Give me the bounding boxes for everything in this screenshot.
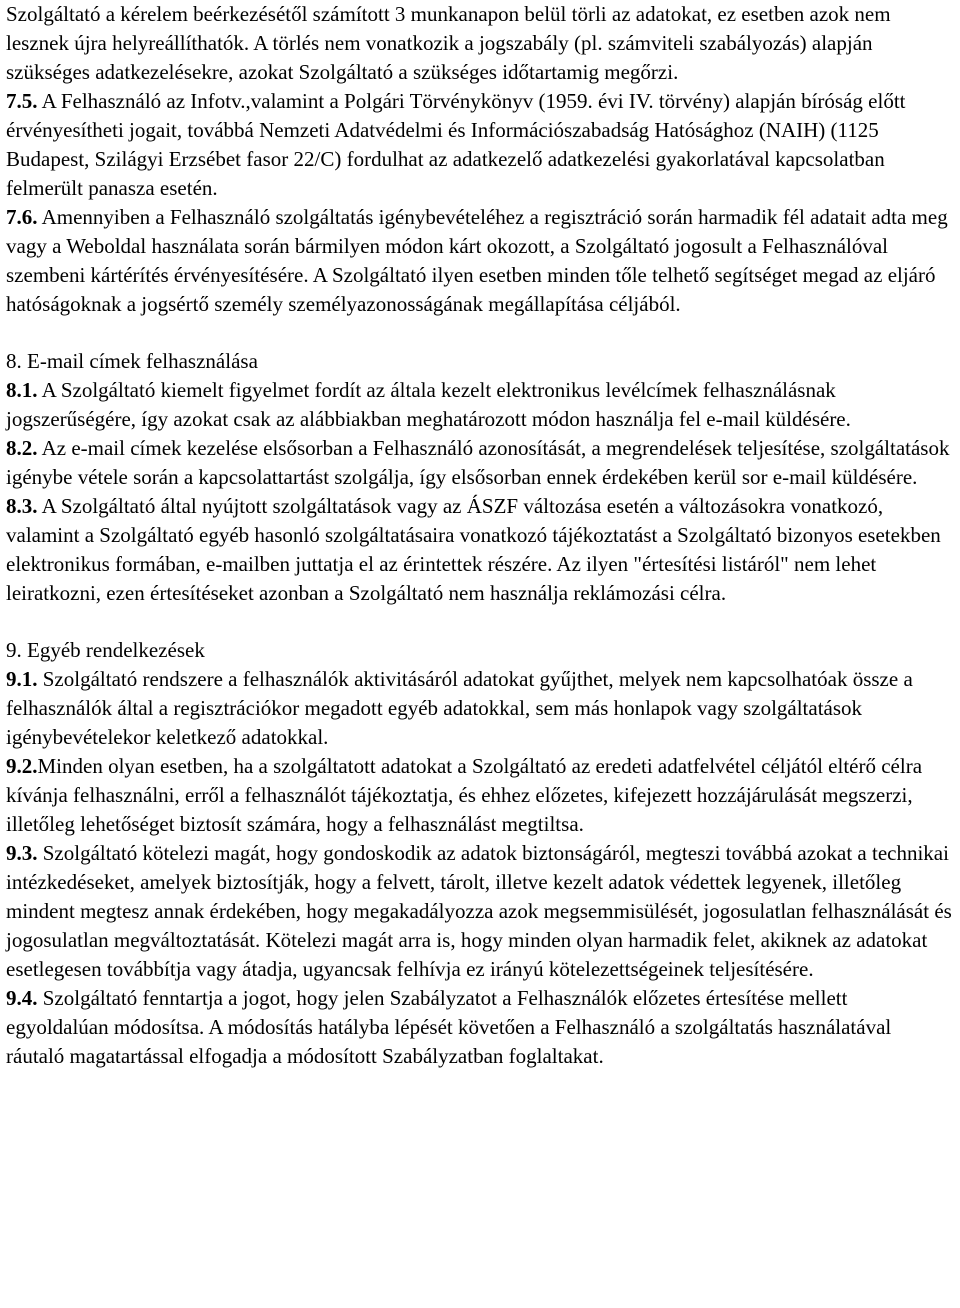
section-number: 7.6. [6,205,38,229]
section-number: 8.1. [6,378,38,402]
intro-paragraph: Szolgáltató a kérelem beérkezésétől számított 3 munkanapon belül törli az adatokat, ez esetben azok nem lesznek újra helyreállíthatók. A törlés nem vonatkozik a jogszabály (pl. számviteli szabályozás) alapján szükséges adatkezelésekre, azokat Szolgáltató a szükséges időtartamig megőrzi. [6,2,891,84]
section-number: 9.1. [6,667,38,691]
section-text: Minden olyan esetben, ha a szolgáltatott adatokat a Szolgáltató az eredeti adatfelvétel céljától eltérő célra kívánja felhasználni, erről a felhasználót tájékoztatja, és ehhez előzetes, kifejezett hozzájárulását megszerzi, illetőleg lehetőséget biztosít számára, hogy a felhasználást megtiltsa. [6,754,923,836]
heading-section-9: 9. Egyéb rendelkezések [6,638,205,662]
spacer [6,319,954,347]
spacer [6,608,954,636]
section-number: 7.5. [6,89,38,113]
section-8-3 [6,492,954,608]
section-8-2 [6,434,954,492]
section-text: Szolgáltató fenntartja a jogot, hogy jelen Szabályzatot a Felhasználók előzetes értesítése mellett egyoldalúan módosítsa. A módosítás hatályba lépését követően a Felhasználó a szolgáltatás használatával ráutaló magatartással elfogadja a módosított Szabályzatban foglaltakat. [6,986,892,1068]
section-number: 9.2. [6,754,38,778]
section-8-1 [6,376,954,434]
section-text: Az e-mail címek kezelése elsősorban a Felhasználó azonosítását, a megrendelések teljesítése, szolgáltatások igénybe vétele során a kapcsolattartást szolgálja, így elsősorban ennek érdekében kerül sor e-mail küldésére. [6,436,950,489]
section-number: 8.3. [6,494,38,518]
section-text: Szolgáltató kötelezi magát, hogy gondoskodik az adatok biztonságáról, megteszi továbbá azokat a technikai intézkedéseket, amelyek biztosítják, hogy a felvett, tárolt, illetve kezelt adatok védettek legyenek, illetőleg mindent megtesz annak érdekében, hogy megakadályozza azok megsemmisülését, jogosulatlan felhasználását és jogosulatlan megváltoztatását. Kötelezi magát arra is, hogy minden olyan harmadik felet, akiknek az adatokat esetlegesen továbbítja vagy átadja, ugyancsak felhívja ez irányú kötelezettségeinek teljesítésére. [6,841,952,981]
section-text: Amennyiben a Felhasználó szolgáltatás igénybevételéhez a regisztráció során harmadik fél adatait adta meg vagy a Weboldal használata során bármilyen módon kárt okozott, a Szolgáltató jogosult a Felhasználóval szembeni kártérítés érvényesítésére. A Szolgáltató ilyen esetben minden tőle telhető segítséget megad az eljáró hatóságoknak a jogsértő személy személyazonosságának megállapítása céljából. [6,205,948,316]
section-9-3 [6,839,954,984]
section-number: 8.2. [6,436,38,460]
heading-section-8: 8. E-mail címek felhasználása [6,349,258,373]
section-7-5 [6,87,954,203]
section-text: A Szolgáltató által nyújtott szolgáltatások vagy az ÁSZF változása esetén a változásokra vonatkozó, valamint a Szolgáltató egyéb hasonló szolgáltatásaira vonatkozó tájékoztatást a Szolgáltató bizonyos esetekben elektronikus formában, e-mailben juttatja el az érintettek részére. Az ilyen "értesítési listáról" nem lehet leiratkozni, ezen értesítéseket azonban a Szolgáltató nem használja reklámozási célra. [6,494,941,605]
section-number: 9.3. [6,841,38,865]
section-9-2 [6,752,954,839]
section-text: A Szolgáltató kiemelt figyelmet fordít az általa kezelt elektronikus levélcímek felhasználásnak jogszerűségére, így azokat csak az alábbiakban meghatározott módon használja fel e-mail küldésére. [6,378,851,431]
section-number: 9.4. [6,986,38,1010]
section-7-6 [6,203,954,319]
section-9-1 [6,665,954,752]
section-9-4 [6,984,954,1071]
section-text: A Felhasználó az Infotv.,valamint a Polgári Törvénykönyv (1959. évi IV. törvény) alapján bíróság előtt érvényesítheti jogait, továbbá Nemzeti Adatvédelmi és Információszabadság Hatósághoz (NAIH) (1125 Budapest, Szilágyi Erzsébet fasor 22/C) fordulhat az adatkezelő adatkezelési gyakorlatával kapcsolatban felmerült panasza esetén. [6,89,906,200]
section-text: Szolgáltató rendszere a felhasználók aktivitásáról adatokat gyűjthet, melyek nem kapcsolhatóak össze a felhasználók által a regisztrációkor megadott egyéb adatokkal, sem más honlapok vagy szolgáltatások igénybevételekor keletkező adatokkal. [6,667,913,749]
